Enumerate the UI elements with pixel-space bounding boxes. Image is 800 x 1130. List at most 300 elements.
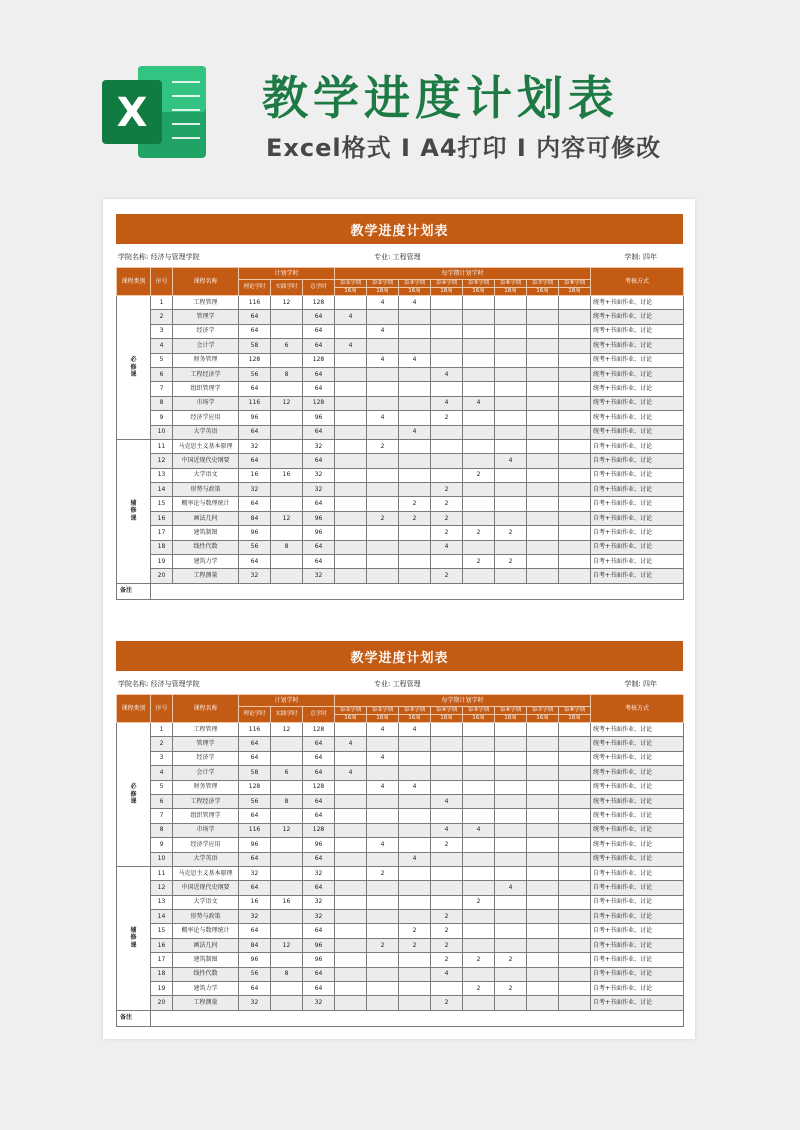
table-row [117,996,684,1010]
term-hours [527,468,559,482]
term-hours: 4 [335,737,367,751]
row-number: 4 [151,339,173,353]
term-hours [431,454,463,468]
term-hours [463,924,495,938]
term-hours [335,866,367,880]
term-hours [399,411,431,425]
term-hours: 2 [367,511,399,525]
practice-hours [271,924,303,938]
table-row [117,967,684,981]
term-hours [367,569,399,583]
term-hours [431,310,463,324]
term-hours [527,540,559,554]
term-hours [463,967,495,981]
term-hours [367,967,399,981]
term-hours [495,823,527,837]
table-row [117,866,684,880]
theory-hours: 96 [239,526,271,540]
term-hours [527,967,559,981]
course-name: 概率论与数理统计 [173,924,239,938]
header-week-group: 每学期计划学时 [335,695,591,707]
practice-hours [271,483,303,497]
term-hours [335,838,367,852]
exam-method: 统考+书面作业、讨论 [591,852,684,866]
major-label: 专业: [374,680,391,688]
course-name: 建筑力学 [173,982,239,996]
term-hours [431,324,463,338]
term-hours [335,881,367,895]
table-row [117,881,684,895]
theory-hours: 116 [239,296,271,310]
term-hours [463,569,495,583]
term-hours [367,396,399,410]
term-hours [367,497,399,511]
term-hours [559,751,591,765]
term-hours: 2 [431,569,463,583]
term-hours [559,339,591,353]
practice-hours [271,852,303,866]
row-number: 17 [151,526,173,540]
theory-hours: 64 [239,425,271,439]
term-hours [367,924,399,938]
row-number: 6 [151,367,173,381]
category-label: 辅修课 [130,926,137,950]
term-hours [527,866,559,880]
term-hours [527,938,559,952]
table-row [117,296,684,310]
term-hours [335,555,367,569]
term-hours [527,497,559,511]
term-hours [399,737,431,751]
theory-hours: 32 [239,569,271,583]
term-hours [559,766,591,780]
course-name: 大学语文 [173,895,239,909]
term-hours: 4 [367,723,399,737]
course-name: 概率论与数理统计 [173,497,239,511]
major-field [374,679,421,689]
category-cell [117,296,151,440]
term-hours: 4 [367,780,399,794]
total-hours: 64 [303,751,335,765]
term-hours [431,780,463,794]
total-hours: 96 [303,838,335,852]
term-hours [495,794,527,808]
term-hours: 4 [367,751,399,765]
term-hours [399,367,431,381]
header-weeks: 18周 [495,715,527,723]
exam-method: 统考+书面作业、讨论 [591,367,684,381]
term-hours [527,483,559,497]
practice-hours: 12 [271,723,303,737]
term-hours [495,439,527,453]
term-hours [399,339,431,353]
header-weeks: 18周 [431,715,463,723]
header-no: 序号 [151,695,173,723]
theory-hours: 16 [239,468,271,482]
row-number: 13 [151,468,173,482]
term-hours [431,425,463,439]
term-hours [367,555,399,569]
theory-hours: 58 [239,339,271,353]
header-weeks: 16周 [399,715,431,723]
course-name: 工程管理 [173,723,239,737]
practice-hours: 12 [271,396,303,410]
term-hours [559,324,591,338]
table-row [117,468,684,482]
term-hours [559,569,591,583]
table-row [117,555,684,569]
note-label: 备注 [117,583,151,599]
term-hours [367,382,399,396]
term-hours [559,310,591,324]
practice-hours [271,881,303,895]
exam-method: 统考+书面作业、讨论 [591,780,684,794]
term-hours [527,823,559,837]
exam-method: 统考+书面作业、讨论 [591,809,684,823]
term-hours [463,497,495,511]
term-hours [335,780,367,794]
term-hours [431,881,463,895]
theory-hours: 116 [239,396,271,410]
total-hours: 128 [303,823,335,837]
row-number: 1 [151,296,173,310]
term-hours [335,751,367,765]
term-hours [399,540,431,554]
total-hours: 64 [303,367,335,381]
term-hours: 4 [463,823,495,837]
term-hours [559,555,591,569]
category-label: 辅修课 [130,499,137,523]
term-hours: 4 [431,396,463,410]
header-term: 第①学期 [335,280,367,288]
header-practice: 实践学时 [271,707,303,723]
sheet-title: 教学进度计划表 [116,641,683,671]
table-row [117,737,684,751]
term-hours [335,411,367,425]
course-name: 工程经济学 [173,794,239,808]
course-name: 经济学应用 [173,838,239,852]
practice-hours [271,454,303,468]
practice-hours [271,866,303,880]
practice-hours: 6 [271,766,303,780]
theory-hours: 128 [239,353,271,367]
total-hours: 96 [303,411,335,425]
term-hours [367,895,399,909]
term-hours [527,895,559,909]
term-hours [463,367,495,381]
table-row [117,766,684,780]
total-hours: 64 [303,382,335,396]
college-field [118,252,200,262]
course-name: 画法几何 [173,511,239,525]
term-hours [495,468,527,482]
total-hours: 96 [303,526,335,540]
header-term: 第⑥学期 [495,280,527,288]
term-hours [367,852,399,866]
term-hours [399,996,431,1010]
row-number: 5 [151,780,173,794]
course-name: 管理学 [173,737,239,751]
term-hours: 4 [495,881,527,895]
theory-hours: 64 [239,382,271,396]
term-hours [527,881,559,895]
term-hours [463,454,495,468]
practice-hours: 16 [271,468,303,482]
term-hours: 4 [367,324,399,338]
row-number: 7 [151,382,173,396]
term-hours [527,996,559,1010]
term-hours [367,982,399,996]
row-number: 14 [151,910,173,924]
theory-hours: 64 [239,324,271,338]
practice-hours [271,910,303,924]
term-hours [559,511,591,525]
header-term: 第②学期 [367,280,399,288]
term-hours [559,809,591,823]
term-hours [527,953,559,967]
header-term: 第⑦学期 [527,707,559,715]
term-hours [335,425,367,439]
practice-hours: 12 [271,296,303,310]
header-weeks: 18周 [559,715,591,723]
practice-hours: 8 [271,967,303,981]
header-course: 课程名称 [173,268,239,296]
term-hours: 4 [399,780,431,794]
total-hours: 64 [303,339,335,353]
header-plan-group: 计划学时 [239,695,335,707]
term-hours [367,794,399,808]
college-label: 学院名称: [118,680,149,688]
term-hours [559,497,591,511]
theory-hours: 96 [239,838,271,852]
theory-hours: 84 [239,511,271,525]
term-hours [527,780,559,794]
term-hours [367,526,399,540]
term-hours [527,396,559,410]
practice-hours [271,411,303,425]
sheet-title: 教学进度计划表 [116,214,683,244]
term-hours [367,310,399,324]
table-row [117,809,684,823]
exam-method: 自考+书面作业、讨论 [591,511,684,525]
table-row [117,439,684,453]
college-field [118,679,200,689]
term-hours [463,766,495,780]
table-row [117,751,684,765]
category-label: 必修课 [130,782,137,806]
row-number: 19 [151,555,173,569]
exam-method: 自考+书面作业、讨论 [591,982,684,996]
term-hours: 2 [431,996,463,1010]
total-hours: 64 [303,497,335,511]
term-hours [431,982,463,996]
table-row [117,511,684,525]
term-hours [559,396,591,410]
exam-method: 自考+书面作业、讨论 [591,910,684,924]
term-hours [399,396,431,410]
term-hours [463,339,495,353]
exam-method: 自考+书面作业、讨论 [591,468,684,482]
term-hours: 2 [495,982,527,996]
term-hours: 2 [431,953,463,967]
term-hours [399,953,431,967]
term-hours [527,454,559,468]
term-hours [559,737,591,751]
term-hours [463,310,495,324]
table-row [117,823,684,837]
term-hours [463,737,495,751]
term-hours [335,938,367,952]
practice-hours [271,526,303,540]
note-field[interactable] [151,1010,684,1026]
header-term: 第⑤学期 [463,707,495,715]
term-hours [495,353,527,367]
exam-method: 统考+书面作业、讨论 [591,310,684,324]
term-hours: 2 [399,938,431,952]
term-hours [367,454,399,468]
term-hours: 4 [367,411,399,425]
term-hours [463,996,495,1010]
term-hours: 4 [431,967,463,981]
table-header [117,695,684,723]
practice-hours [271,982,303,996]
total-hours: 64 [303,540,335,554]
term-hours [335,953,367,967]
term-hours [335,468,367,482]
category-label: 必修课 [130,355,137,379]
term-hours [463,866,495,880]
theory-hours: 58 [239,766,271,780]
term-hours [335,569,367,583]
term-hours [463,483,495,497]
term-hours [559,540,591,554]
term-hours [527,526,559,540]
exam-method: 自考+书面作业、讨论 [591,881,684,895]
header-weeks: 18周 [367,715,399,723]
term-hours: 4 [399,296,431,310]
course-name: 工程测量 [173,569,239,583]
row-number: 20 [151,996,173,1010]
term-hours [495,367,527,381]
table-row [117,794,684,808]
term-hours [559,924,591,938]
term-hours [495,766,527,780]
term-hours: 4 [367,296,399,310]
course-name: 建筑力学 [173,555,239,569]
table-row [117,895,684,909]
term-hours [463,439,495,453]
practice-hours: 8 [271,540,303,554]
term-hours [335,967,367,981]
hero-title: 教学进度计划表 [262,71,619,125]
header-weeks: 18周 [431,288,463,296]
schedule-sheet [116,214,683,600]
excel-logo-icon [100,62,210,162]
term-hours [559,382,591,396]
term-hours [367,339,399,353]
term-hours [431,809,463,823]
term-hours [367,953,399,967]
total-hours: 32 [303,468,335,482]
term-hours [559,411,591,425]
term-hours [335,396,367,410]
row-number: 19 [151,982,173,996]
term-hours [367,766,399,780]
term-hours [495,569,527,583]
college-value: 经济与管理学院 [150,680,200,688]
major-label: 专业: [374,253,391,261]
total-hours: 64 [303,809,335,823]
term-hours: 4 [431,367,463,381]
total-hours: 128 [303,396,335,410]
term-hours [495,511,527,525]
term-hours [495,737,527,751]
term-value: 四年 [643,253,657,261]
term-hours: 2 [399,511,431,525]
total-hours: 64 [303,881,335,895]
term-hours [527,555,559,569]
note-field[interactable] [151,583,684,599]
term-hours [527,411,559,425]
total-hours: 32 [303,996,335,1010]
term-hours [335,296,367,310]
term-hours [495,751,527,765]
total-hours: 96 [303,938,335,952]
term-hours [367,823,399,837]
total-hours: 64 [303,924,335,938]
table-row [117,483,684,497]
term-hours [431,895,463,909]
table-row [117,540,684,554]
theory-hours: 128 [239,780,271,794]
total-hours: 64 [303,737,335,751]
theory-hours: 64 [239,555,271,569]
schedule-table [116,267,684,600]
total-hours: 32 [303,895,335,909]
row-number: 3 [151,324,173,338]
term-hours [527,737,559,751]
course-name: 工程测量 [173,996,239,1010]
term-hours: 2 [495,555,527,569]
term-hours [335,823,367,837]
term-hours [559,982,591,996]
row-number: 11 [151,439,173,453]
header-category: 课程类别 [117,695,151,723]
term-hours [559,938,591,952]
term-hours [495,967,527,981]
term-hours [463,411,495,425]
term-hours: 2 [431,511,463,525]
term-hours [399,751,431,765]
term-hours [431,737,463,751]
theory-hours: 32 [239,483,271,497]
exam-method: 统考+书面作业、讨论 [591,766,684,780]
total-hours: 64 [303,794,335,808]
term-hours [495,339,527,353]
course-name: 建筑制图 [173,526,239,540]
term-hours: 4 [495,454,527,468]
exam-method: 统考+书面作业、讨论 [591,396,684,410]
term-hours [527,794,559,808]
theory-hours: 64 [239,454,271,468]
term-hours [495,483,527,497]
table-row [117,852,684,866]
row-number: 8 [151,396,173,410]
header-total: 总学时 [303,707,335,723]
exam-method: 自考+书面作业、讨论 [591,938,684,952]
total-hours: 32 [303,483,335,497]
term-hours [367,910,399,924]
